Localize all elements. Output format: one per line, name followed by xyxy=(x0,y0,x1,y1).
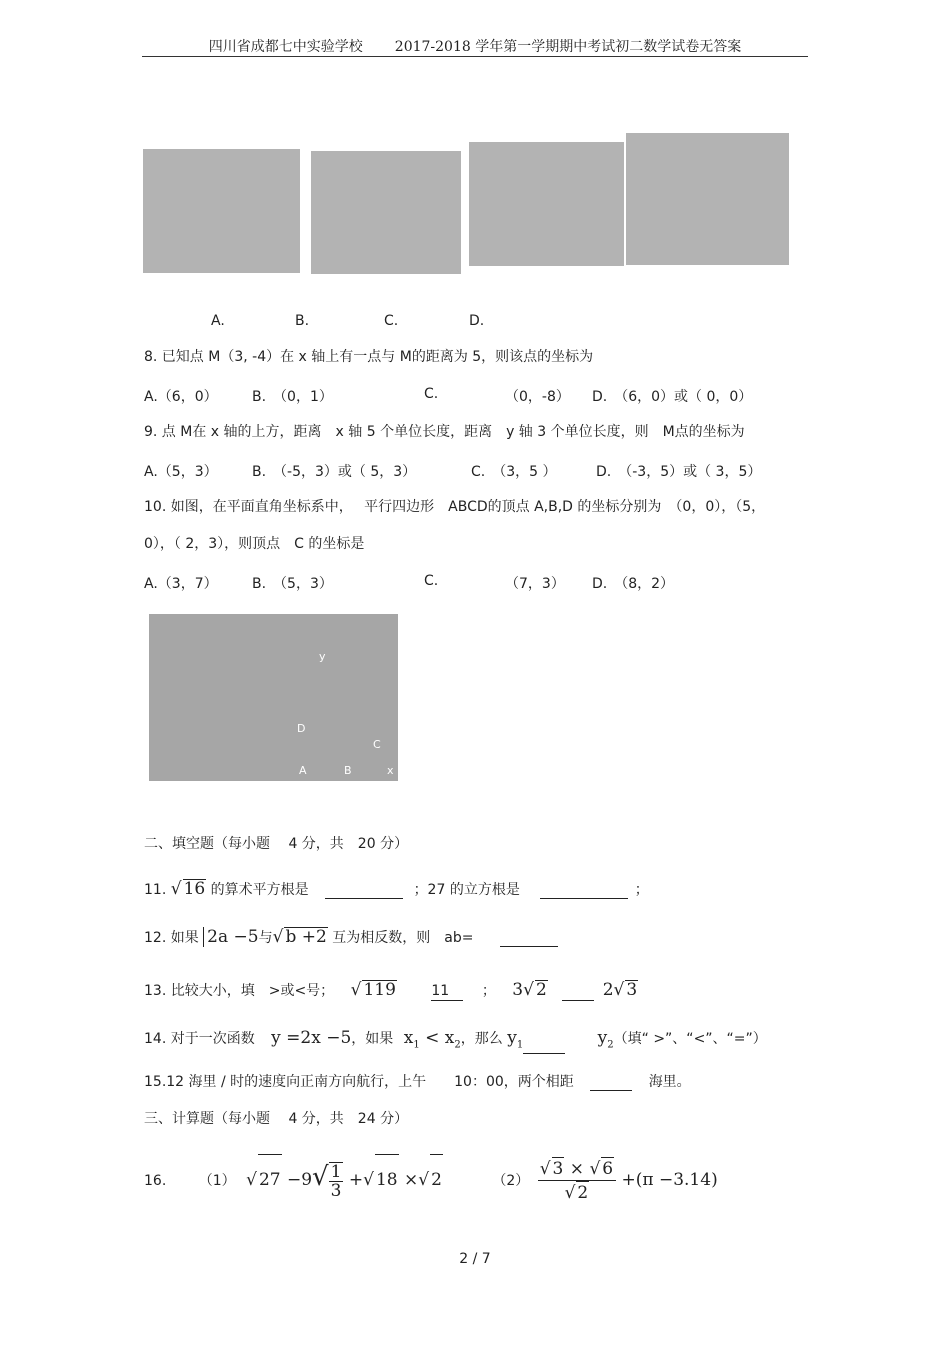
radical-sign: √ xyxy=(312,1162,329,1192)
q15-text-2: 海里。 xyxy=(648,1074,691,1090)
radical-sign: √ xyxy=(613,980,625,1000)
q16-radicand-18: 18 xyxy=(375,1154,399,1205)
q14-equation: y =2x −5 xyxy=(271,1028,352,1048)
figure-label-x: x xyxy=(387,764,394,777)
q16-plus: + xyxy=(348,1170,364,1190)
q9-option-a: A.（5，3） xyxy=(144,464,218,480)
q14-inequality xyxy=(403,1028,461,1051)
q9-option-d: D. （-3，5）或（ 3，5） xyxy=(596,464,762,480)
q8-stem: 8. 已知点 M（3, -4）在 x 轴上有一点与 M的距离为 5，则该点的坐标为 xyxy=(144,349,594,365)
q16-radicand-6: 6 xyxy=(602,1159,614,1179)
header-school: 四川省成都七中实验学校 xyxy=(208,39,363,55)
q16-part-1-expr xyxy=(246,1161,448,1201)
q11-radicand: 16 xyxy=(183,879,206,899)
q14-y1-sub: 1 xyxy=(516,1039,524,1051)
q10-stem-1: 10. 如图，在平面直角坐标系中， 平行四边形 ABCD的顶点 A,B,D 的坐标分别为 （0，0），（5， xyxy=(144,499,766,515)
header-title: 2017-2018 学年第一学期期中考试初二数学试卷无答案 xyxy=(394,39,742,55)
q12-abs-expr: 2a −5 xyxy=(207,927,259,947)
q12-sqrt xyxy=(273,927,328,947)
q16-radicand-27: 27 xyxy=(258,1154,282,1205)
q13-radicand-2: 2 xyxy=(535,980,547,1000)
q12-mid: 与 xyxy=(258,930,273,946)
q14-y2 xyxy=(597,1028,614,1051)
q8-option-c: C. xyxy=(424,386,439,402)
section-2-heading: 二、填空题（每小题 4 分，共 20 分） xyxy=(144,836,409,852)
q11-text-2: ；27 的立方根是 xyxy=(413,882,520,898)
figure-label-y: y xyxy=(319,650,326,663)
q8-option-b: B. （0，1） xyxy=(252,389,333,405)
option-c-image xyxy=(469,142,624,266)
q14-x2: x xyxy=(444,1028,455,1048)
q13-expr-1 xyxy=(512,980,548,1000)
radical-sign: √ xyxy=(350,980,362,1000)
q12-abs xyxy=(203,927,258,947)
q10-option-a: A.（3，7） xyxy=(144,576,218,592)
q9-option-c: C. （3，5 ） xyxy=(471,464,557,480)
q14-sub-2: 2 xyxy=(454,1039,461,1051)
radical-sign: √ xyxy=(363,1170,374,1190)
q10-stem-2: 0），（ 2，3），则顶点 C 的坐标是 xyxy=(144,536,365,552)
option-a-image xyxy=(143,149,300,273)
q13-radicand-3: 3 xyxy=(626,980,638,1000)
q16-part-2-label: （2） xyxy=(492,1173,530,1189)
q13-expr-2 xyxy=(603,980,639,1000)
q12-text: 互为相反数，则 ab= xyxy=(332,930,474,946)
q9-option-b: B. （-5，3）或（ 5，3） xyxy=(252,464,417,480)
q14-y2-sub: 2 xyxy=(607,1039,614,1051)
q11-blank-2 xyxy=(540,898,628,899)
q11-text-3: ； xyxy=(634,882,649,898)
figure-label-c: C xyxy=(373,738,381,751)
q11-blank-1 xyxy=(325,898,403,899)
figure-label-d: D xyxy=(297,722,306,735)
radical-sign: √ xyxy=(539,1159,551,1179)
q14-blank xyxy=(523,1053,565,1054)
q10-option-d: D. （8，2） xyxy=(592,576,675,592)
figure-label-a: A xyxy=(299,764,307,777)
radical-sign: √ xyxy=(246,1170,257,1190)
q10-option-b: B. （5，3） xyxy=(252,576,333,592)
q16-minus-9: −9 xyxy=(286,1170,313,1190)
option-d-image xyxy=(626,133,789,265)
q14-lt: < xyxy=(419,1028,445,1048)
q16-radicand-2: 2 xyxy=(430,1154,443,1205)
option-a-label: A. xyxy=(211,313,225,329)
q11-number: 11. xyxy=(144,882,167,898)
q14-y1-var: y xyxy=(507,1028,517,1048)
q14-text-3: ，那么 xyxy=(460,1031,503,1047)
q13 xyxy=(144,980,638,1001)
radical-sign: √ xyxy=(170,879,182,899)
page-header xyxy=(142,36,808,57)
option-b-label: B. xyxy=(295,313,310,329)
q13-blank xyxy=(562,1000,594,1001)
q14-text-2: ，如果 xyxy=(351,1031,394,1047)
q13-text: 13. 比较大小，填 >或<号； xyxy=(144,983,335,999)
radical-sign: √ xyxy=(418,1170,430,1190)
q16-part-2-expr xyxy=(538,1159,718,1203)
q8-option-d: D. （6，0）或（ 0，0） xyxy=(592,389,753,405)
figure-label-b: B xyxy=(344,764,352,777)
q13-semicolon: ； xyxy=(481,983,496,999)
q15-text: 15.12 海里 / 时的速度向正南方向航行，上午 10：00，两个相距 xyxy=(144,1074,574,1090)
q12-prefix: 12. 如果 xyxy=(144,930,199,946)
q13-coef-1: 3 xyxy=(512,980,524,1000)
radical-sign: √ xyxy=(564,1183,576,1203)
q16-times: × xyxy=(404,1170,419,1190)
q13-coef-2: 2 xyxy=(602,980,614,1000)
q9-stem: 9. 点 M在 x 轴的上方，距离 x 轴 5 个单位长度，距离 y 轴 3 个单位长度，则 M点的坐标为 xyxy=(144,424,745,440)
q14-x1: x xyxy=(403,1028,414,1048)
q16-frac2-denominator xyxy=(565,1181,590,1204)
q10-option-c-value: （7，3） xyxy=(505,576,565,592)
q10-option-c: C. xyxy=(424,573,439,589)
radical-sign: √ xyxy=(523,980,534,1000)
q14-y2-var: y xyxy=(597,1028,608,1048)
page-number: 2 / 7 xyxy=(459,1251,491,1267)
q12-blank xyxy=(500,946,558,947)
q16-frac-denominator: 3 xyxy=(330,1180,342,1201)
q12 xyxy=(144,927,558,947)
q13-radicand-1: 119 xyxy=(363,980,396,1000)
q16-part-1-label: （1） xyxy=(198,1173,236,1189)
q11-text-1: 的算术平方根是 xyxy=(210,882,309,898)
q14-text: 14. 对于一次函数 xyxy=(144,1031,255,1047)
q16-radicand-3: 3 xyxy=(552,1159,564,1179)
q14-text-4: （填“ >”、“<”、“=”） xyxy=(613,1031,767,1047)
q16-fraction-2 xyxy=(538,1157,616,1204)
q14-y1 xyxy=(507,1028,524,1051)
q14 xyxy=(144,1029,767,1054)
radical-sign: √ xyxy=(589,1159,601,1179)
section-3-heading: 三、计算题（每小题 4 分，共 24 分） xyxy=(144,1111,409,1127)
radical-sign: √ xyxy=(272,927,284,947)
q16-radicand-den: 2 xyxy=(577,1183,589,1203)
q13-answer: 11 xyxy=(431,982,463,1001)
q16 xyxy=(144,1152,718,1202)
option-c-label: C. xyxy=(384,313,399,329)
parallelogram-figure xyxy=(149,614,398,781)
q16-fraction-1-3 xyxy=(329,1162,344,1200)
q14-sub-1: 1 xyxy=(413,1039,420,1051)
q16-frac2-numerator xyxy=(538,1157,616,1181)
q15-blank xyxy=(590,1090,632,1091)
q15 xyxy=(144,1073,691,1091)
option-d-label: D. xyxy=(469,313,485,329)
q16-tail: +(π −3.14) xyxy=(621,1170,718,1190)
q8-option-a: A.（6，0） xyxy=(144,389,218,405)
q11-sqrt xyxy=(171,879,206,899)
q11 xyxy=(144,879,649,899)
q16-times-2: × xyxy=(569,1159,585,1179)
q13-sqrt-119 xyxy=(351,980,397,1000)
q16-frac-numerator: 1 xyxy=(330,1161,342,1182)
q16-number: 16. xyxy=(144,1173,167,1189)
option-b-image xyxy=(311,151,461,274)
q12-radicand: b +2 xyxy=(285,927,327,947)
q8-option-c-value: （0，-8） xyxy=(505,389,570,405)
